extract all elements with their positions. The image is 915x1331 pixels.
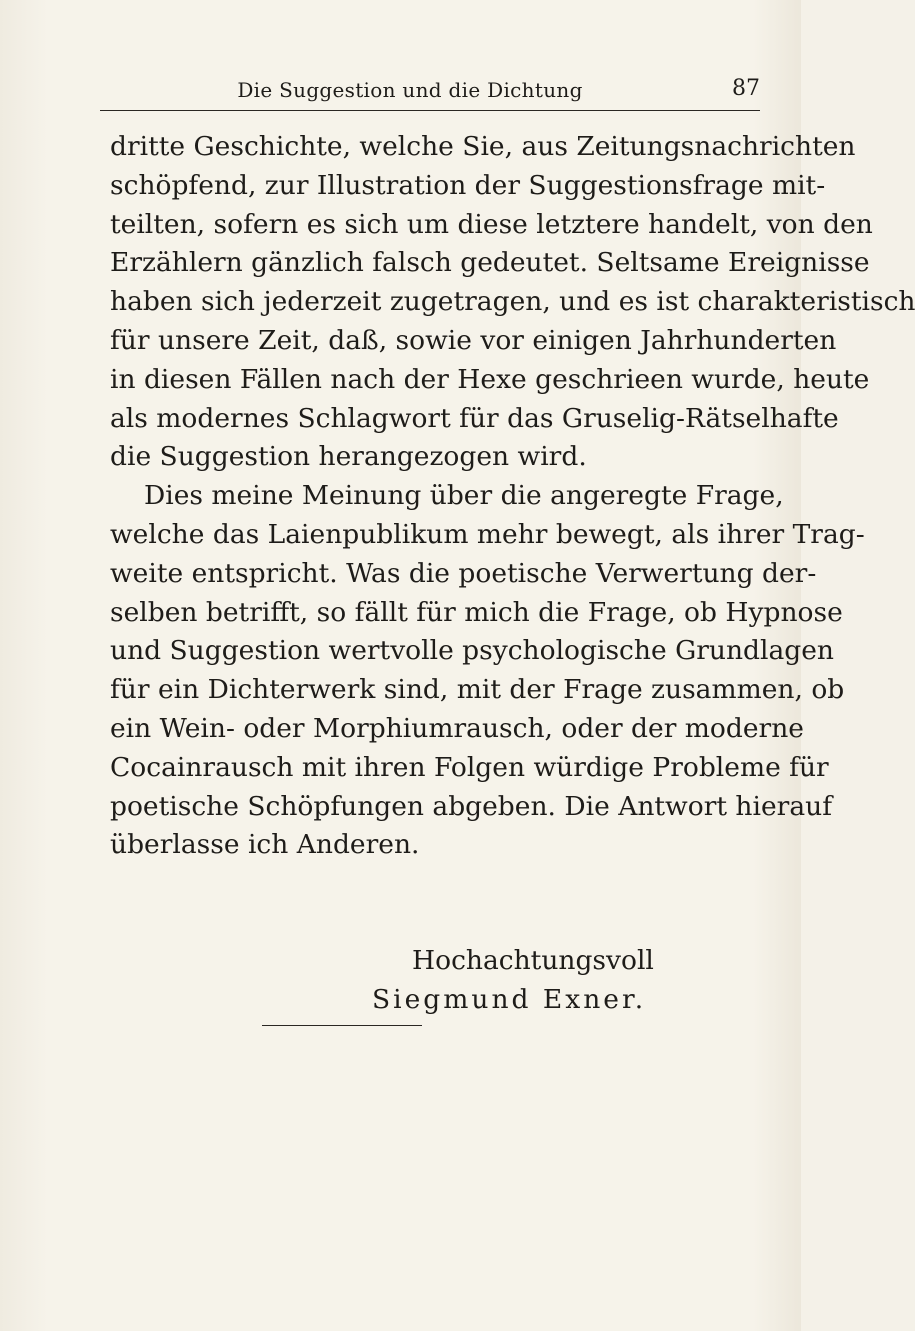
text-line: weite entspricht. Was die poetische Verwertung der- — [110, 557, 817, 589]
text-line: haben sich jederzeit zugetragen, und es ist charakteristisch — [110, 286, 915, 318]
text-line: für unsere Zeit, daß, sowie vor einigen Jahrhunderten — [110, 324, 837, 356]
text-line: Erzählern gänzlich falsch gedeutet. Seltsame Ereignisse — [110, 247, 870, 279]
paragraph-2 — [110, 477, 865, 865]
running-title: Die Suggestion und die Dichtung — [237, 78, 583, 102]
page-number: 87 — [732, 76, 760, 101]
text-line: und Suggestion wertvolle psychologische Grundlagen — [110, 635, 834, 667]
text-line: welche das Laienpublikum mehr bewegt, als ihrer Trag- — [110, 518, 865, 550]
text-line: in diesen Fällen nach der Hexe geschrieen wurde, heute — [110, 363, 870, 395]
running-header — [100, 70, 760, 111]
signature: Siegmund Exner. — [372, 983, 647, 1015]
text-line: schöpfend, zur Illustration der Suggestionsfrage mit- — [110, 169, 826, 201]
letter-closing — [110, 942, 760, 1020]
text-line: für ein Dichterwerk sind, mit der Frage zusammen, ob — [110, 674, 845, 706]
text-line: Cocainrausch mit ihren Folgen würdige Probleme für — [110, 751, 829, 783]
paragraph-1 — [110, 128, 915, 477]
text-line: selben betrifft, so fällt für mich die Frage, ob Hypnose — [110, 596, 843, 628]
end-rule — [262, 1025, 422, 1026]
text-line: teilten, sofern es sich um diese letztere handelt, von den — [110, 208, 873, 240]
closing-greeting: Hochachtungsvoll — [412, 945, 654, 976]
text-line: ein Wein- oder Morphiumrausch, oder der moderne — [110, 712, 804, 744]
text-line: dritte Geschichte, welche Sie, aus Zeitungsnachrichten — [110, 131, 856, 162]
text-line: überlasse ich Anderen. — [110, 829, 420, 861]
body-text — [110, 128, 915, 865]
text-line: als modernes Schlagwort für das Gruselig-Rätselhafte — [110, 402, 839, 434]
text-line: Dies meine Meinung über die angeregte Frage, — [144, 480, 784, 512]
text-line: die Suggestion herangezogen wird. — [110, 441, 587, 473]
text-line: poetische Schöpfungen abgeben. Die Antwort hierauf — [110, 790, 832, 822]
